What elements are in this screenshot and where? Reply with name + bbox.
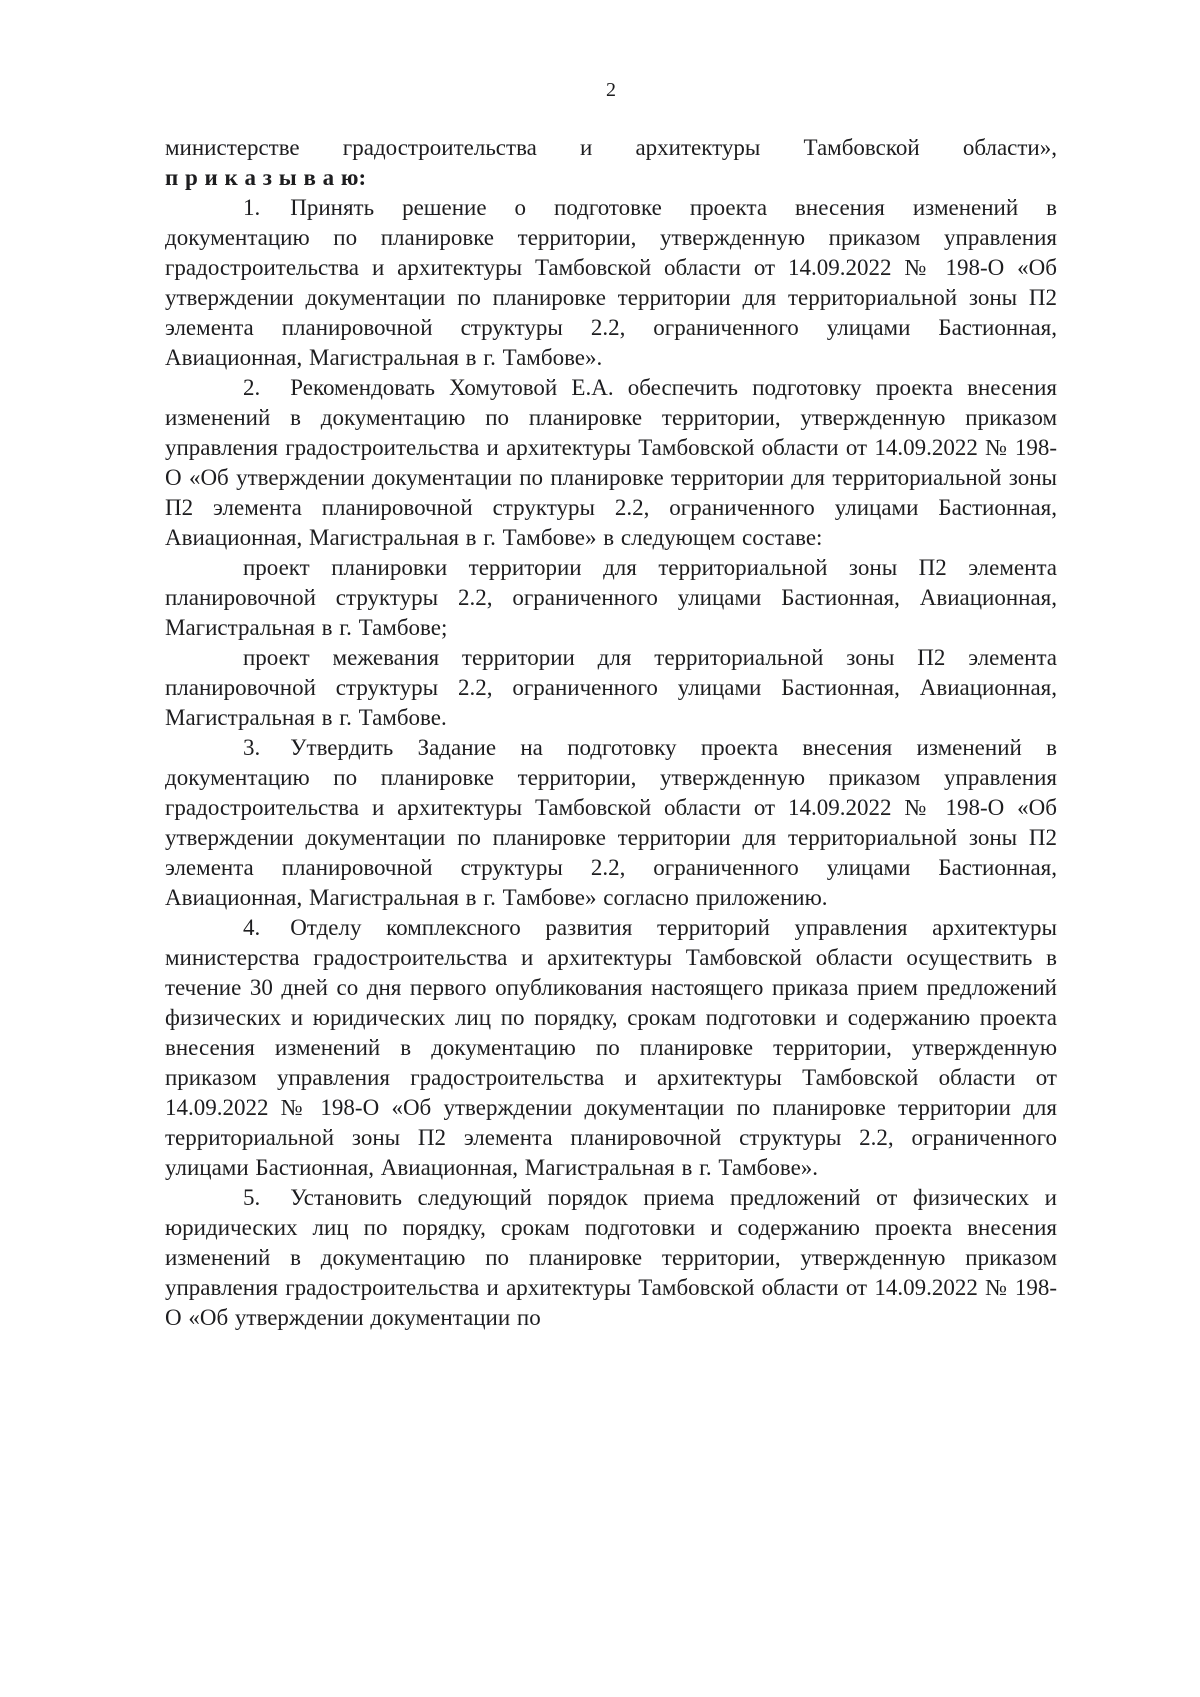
paragraph-item-4 xyxy=(165,913,1057,1183)
decree-word: п р и к а з ы в а ю: xyxy=(165,165,367,190)
item-text: Утвердить Задание на подготовку проекта внесения изменений в документацию по планировке территории, утвержденную приказом управления градостроительства и архитектуры Тамбовской области от 14.09.2022 № 198-О «Об утверждении документации по планировке территории для территориальной зоны П2 элемента планировочной структуры 2.2, ограниченного улицами Бастионная, Авиационная, Магистральная в г. Тамбове» согласно приложению. xyxy=(165,735,1057,910)
item-number: 1. xyxy=(243,195,261,220)
paragraph-continuation: министерстве градостроительства и архитектуры Тамбовской области», xyxy=(165,135,1057,160)
item-text: Отделу комплексного развития территорий управления архитектуры министерства градостроительства и архитектуры Тамбовской области осуществить в течение 30 дней со дня первого опубликования настоящего приказа прием предложений физических и юридических лиц по порядку, срокам подготовки и содержанию проекта внесения изменений в документацию по планировке территории, утвержденную приказом управления градостроительства и архитектуры Тамбовской области от 14.09.2022 № 198-О «Об утверждении документации по планировке территории для территориальной зоны П2 элемента планировочной структуры 2.2, ограниченного улицами Бастионная, Авиационная, Магистральная в г. Тамбове». xyxy=(165,915,1057,1180)
item-text: проект межевания территории для территориальной зоны П2 элемента планировочной структуры 2.2, ограниченного улицами Бастионная, Авиационная, Магистральная в г. Тамбове. xyxy=(165,645,1057,730)
paragraph-item-1 xyxy=(165,193,1057,373)
item-number: 4. xyxy=(243,915,261,940)
paragraph-subitem-planirovki xyxy=(165,553,1057,643)
item-number: 2. xyxy=(243,375,261,400)
item-text: Рекомендовать Хомутовой Е.А. обеспечить подготовку проекта внесения изменений в документацию по планировке территории, утвержденную приказом управления градостроительства и архитектуры Тамбовской области от 14.09.2022 № 198-О «Об утверждении документации по планировке территории для территориальной зоны П2 элемента планировочной структуры 2.2, ограниченного улицами Бастионная, Авиационная, Магистральная в г. Тамбове» в следующем составе: xyxy=(165,375,1057,550)
item-number: 3. xyxy=(243,735,261,760)
item-text: Принять решение о подготовке проекта внесения изменений в документацию по планировке территории, утвержденную приказом управления градостроительства и архитектуры Тамбовской области от 14.09.2022 № 198-О «Об утверждении документации по планировке территории для территориальной зоны П2 элемента планировочной структуры 2.2, ограниченного улицами Бастионная, Авиационная, Магистральная в г. Тамбове». xyxy=(165,195,1057,370)
item-text: Установить следующий порядок приема предложений от физических и юридических лиц по порядку, срокам подготовки и содержанию проекта внесения изменений в документацию по планировке территории, утвержденную приказом управления градостроительства и архитектуры Тамбовской области от 14.09.2022 № 198-О «Об утверждении документации по xyxy=(165,1185,1057,1330)
page-number: 2 xyxy=(606,79,616,101)
paragraph-item-3 xyxy=(165,733,1057,913)
item-number: 5. xyxy=(243,1185,261,1210)
paragraph-item-5 xyxy=(165,1183,1057,1333)
document-body xyxy=(165,133,1057,1333)
paragraph-item-2 xyxy=(165,373,1057,553)
item-text: проект планировки территории для территориальной зоны П2 элемента планировочной структуры 2.2, ограниченного улицами Бастионная, Авиационная, Магистральная в г. Тамбове; xyxy=(165,555,1057,640)
paragraph-subitem-mezhevaniya xyxy=(165,643,1057,733)
